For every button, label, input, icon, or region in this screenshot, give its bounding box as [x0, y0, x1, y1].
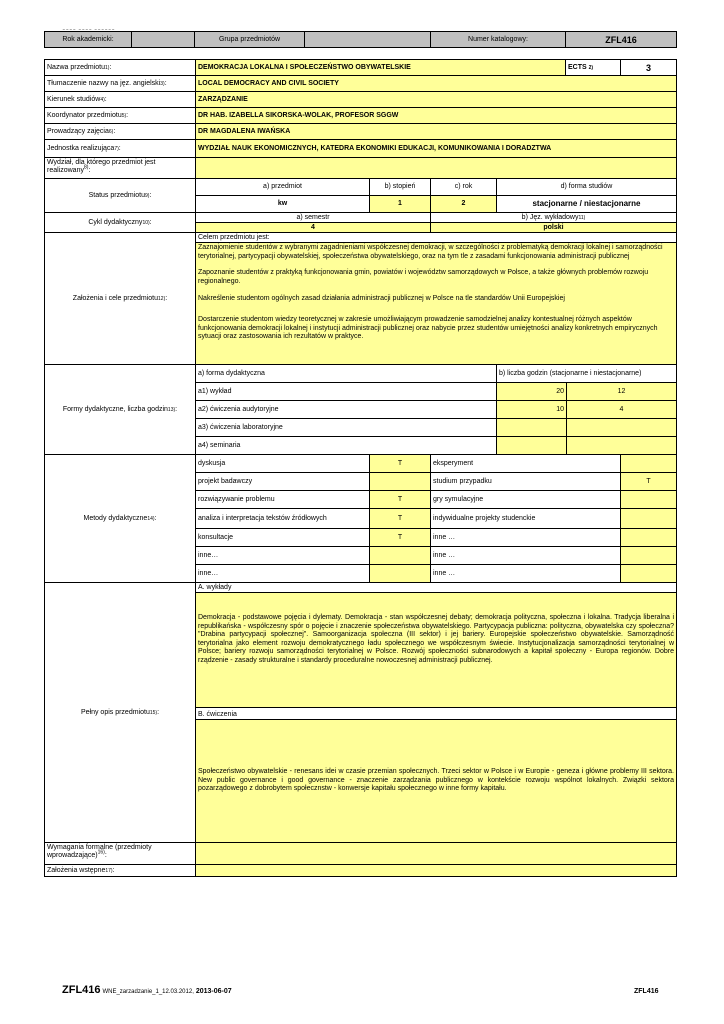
- goal-paragraph-3: Nakreślenie studentom ogólnych zasad działania administracji publicznej w Polsce na tle standardów Unii Europejskiej: [198, 295, 565, 303]
- status-col-c: c) rok: [430, 178, 497, 196]
- footer-code: ZFL416: [62, 984, 101, 996]
- ects-label: ECTS 2): [565, 59, 621, 76]
- lecturer: DR MAGDALENA IWAŃSKA: [195, 123, 677, 140]
- method-right: inne …: [430, 528, 621, 547]
- method-right: gry symulacyjne: [430, 490, 621, 509]
- academic-year-value: [131, 31, 195, 48]
- description-exercises: [195, 719, 677, 843]
- requirements-label: Wymagania formalne (przedmioty wprowadzające)$^{16)}$:: [44, 842, 196, 865]
- faculty-label: Wydział, dla którego przedmiot jest realizowany$^{8)}$:: [44, 157, 196, 179]
- english-name-label: Tłumaczenie nazwy na jęz. angielski 3) :: [44, 75, 196, 92]
- form-row-name: a2) ćwiczenia audytoryjne: [195, 400, 497, 419]
- method-right-mark: [620, 490, 677, 509]
- exercises-text: Społeczeństwo obywatelskie - renesans idei w czasie przemian społecznych. Trzeci sektor w Polsce i w Europie - geneza i główne problemy III sektora. New public governance i good governance - znaczenie zarządzania publicznego w kontekście rozwoju wspólnot lokalnych. Związki sektora pozarządowego z dobrobytem społecznstw - konwersje kapitału społecznego w inne formy kapitału.: [198, 768, 674, 793]
- semester-value: 4: [195, 222, 431, 233]
- form-row-niestac: [566, 418, 677, 437]
- method-right: inne …: [430, 546, 621, 565]
- method-right: eksperyment: [430, 454, 621, 473]
- method-right: inne …: [430, 564, 621, 583]
- method-left: analiza i interpretacja tekstów źródłowych: [195, 508, 370, 529]
- forms-head-b: b) liczba godzin (stacjonarne i niestacjonarne): [496, 364, 677, 383]
- form-row-name: a4) seminaria: [195, 436, 497, 455]
- form-row-stac: 20: [496, 382, 567, 401]
- goal-paragraph-2: Zapoznanie studentów z praktyką funkcjonowania gmin, powiatów i województw samorządowych w Polsce, a także głównych problemów rozwoju regionalnego.: [198, 269, 649, 285]
- form-row-stac: 10: [496, 400, 567, 419]
- lectures-text: Demokracja - podstawowe pojęcia i dylematy. Demokracja - stan współczesnej debaty; demokracja polityczna, społeczna i lokalna. Tradycja liberalna i republikańska - współczesny spór o pojęcie i znaczenie społeczeństwa obywatelskiego. Partycypacja publiczna: polityczna, obywatelska czy społeczna? "Drabina partycypacji społecznej". Samoorganizacja społeczna (III sektor) i jej bariery. Europejskie społeczeństwo obywatelskie. Samorządność terytorialna jako element rozwoju demokratycznego ładu społecznego we współczesnym świecie. Instytucjonalizacja samorządności terytorialnej w Polsce; bariery rozwoju samorządności terytorialnej w Polsce. Rozwój społeczności subnarodowych a kapitał społeczny - Europa regionów. Dobre rządzenie - zasady strukturalne i standardy proceduralne nowoczesnej administracji publicznej.: [198, 614, 674, 664]
- form-row-name: a1) wykład: [195, 382, 497, 401]
- footer-left: [62, 984, 232, 996]
- catalog-number: ZFL416: [565, 31, 677, 48]
- description-head-b: B. ćwiczenia: [195, 707, 677, 720]
- academic-year-label: Rok akademicki:: [44, 31, 132, 48]
- faculty-value: [195, 157, 677, 179]
- status-label: Status przedmiotu 9) :: [44, 178, 196, 213]
- description-label: Pełny opis przedmiotu 15) :: [44, 582, 196, 843]
- description-head-a: A. wykłady: [195, 582, 677, 593]
- goals-intro: Celem przedmiotu jest:: [195, 232, 677, 243]
- method-left-mark: T: [369, 528, 431, 547]
- assumptions-value: [195, 864, 677, 877]
- status-col-b: b) stopień: [369, 178, 431, 196]
- goal-paragraph-1: Zaznajomienie studentów z wybranymi zagadnieniami współczesnej demokracji, w szczególności z problematyką demokracji lokalnej i samorządności terytorialnej, partycypacji obywatelskiej, społeczeństwa obywatelskiego, oraz na tym tle z zasadami funkcjonowania administracji publicznej: [198, 244, 663, 260]
- cycle-label: Cykl dydaktyczny 10) :: [44, 212, 196, 233]
- method-left-mark: [369, 472, 431, 491]
- direction: ZARZĄDZANIE: [195, 91, 677, 108]
- coordinator: DR HAB. IZABELLA SIKORSKA-WOLAK, PROFESOR SGGW: [195, 107, 677, 124]
- footer-right-code: ZFL416: [634, 988, 659, 995]
- direction-label: Kierunek studiów 4) :: [44, 91, 196, 108]
- method-right-mark: [620, 528, 677, 547]
- status-val-c: 2: [430, 195, 497, 213]
- requirements-value: [195, 842, 677, 865]
- form-row-stac: [496, 436, 567, 455]
- form-row-niestac: 12: [566, 382, 677, 401]
- semester-label: a) semestr: [195, 212, 431, 223]
- unit-label: Jednostka realizująca 7) :: [44, 139, 196, 158]
- method-left-mark: T: [369, 490, 431, 509]
- method-left: konsultacje: [195, 528, 370, 547]
- method-left: rozwiązywanie problemu: [195, 490, 370, 509]
- subject-group-value: [304, 31, 431, 48]
- form-row-niestac: 4: [566, 400, 677, 419]
- method-left-mark: [369, 546, 431, 565]
- method-left: inne…: [195, 546, 370, 565]
- ects-value: 3: [620, 59, 677, 76]
- language-label: b) Jęz. wykładowy 11): [430, 212, 677, 223]
- status-val-a: kw: [195, 195, 370, 213]
- method-right-mark: [620, 454, 677, 473]
- form-row-niestac: [566, 436, 677, 455]
- status-col-a: a) przedmiot: [195, 178, 370, 196]
- method-right: indywidualne projekty studenckie: [430, 508, 621, 529]
- language-value: polski: [430, 222, 677, 233]
- method-right-mark: [620, 564, 677, 583]
- catalog-number-label: Numer katalogowy:: [430, 31, 566, 48]
- methods-label: Metody dydaktyczne 14) :: [44, 454, 196, 583]
- status-val-d: stacjonarne / niestacjonarne: [496, 195, 677, 213]
- subject-name-label: Nazwa przedmiotu 1) :: [44, 59, 196, 76]
- goal-paragraph-4: Dostarczenie studentom wiedzy teoretycznej w zakresie umożliwiającym prowadzenie samodzielnej analizy kontestualnej różnych aspektów funkcjonowania demokracji lokalnej i instytucji administracji publicznej oraz nabycie przez studentów umiejętności analizy konkretnych empirycznych sytuacji oraz zastosowania ich rezultatów w praktyce.: [198, 315, 658, 341]
- method-left: inne…: [195, 564, 370, 583]
- method-right: studium przypadku: [430, 472, 621, 491]
- footer-date: 2013-06-07: [195, 988, 232, 995]
- method-left-mark: T: [369, 454, 431, 473]
- english-name: LOCAL DEMOCRACY AND CIVIL SOCIETY: [195, 75, 677, 92]
- unit: WYDZIAŁ NAUK EKONOMICZNYCH, KATEDRA EKONOMIKI EDUKACJI, KOMUNIKOWANIA I DORADZTWA: [195, 139, 677, 158]
- coordinator-label: Koordynator przedmiotu 5) :: [44, 107, 196, 124]
- lecturer-label: Prowadzący zajęcia 6) :: [44, 123, 196, 140]
- form-row-stac: [496, 418, 567, 437]
- method-left-mark: [369, 564, 431, 583]
- status-val-b: 1: [369, 195, 431, 213]
- subject-name: DEMOKRACJA LOKALNA I SPOŁECZEŃSTWO OBYWATELSKIE: [195, 59, 566, 76]
- subject-group-label: Grupa przedmiotów: [194, 31, 305, 48]
- method-right-mark: T: [620, 472, 677, 491]
- method-right-mark: [620, 546, 677, 565]
- goals-body: [195, 242, 677, 365]
- footer-file: WNE_zarzadzanie_1_12.03.2012,: [102, 989, 194, 995]
- method-left: projekt badawczy: [195, 472, 370, 491]
- forms-label: Formy dydaktyczne, liczba godzin 13) :: [44, 364, 196, 455]
- goals-label: Założenia i cele przedmiotu 12) :: [44, 232, 196, 365]
- assumptions-label: Założenia wstępne 17) :: [44, 864, 196, 877]
- method-right-mark: [620, 508, 677, 529]
- method-left-mark: T: [369, 508, 431, 529]
- description-lectures: [195, 592, 677, 708]
- form-row-name: a3) ćwiczenia laboratoryjne: [195, 418, 497, 437]
- status-col-d: d) forma studiów: [496, 178, 677, 196]
- forms-head-a: a) forma dydaktyczna: [195, 364, 497, 383]
- method-left: dyskusja: [195, 454, 370, 473]
